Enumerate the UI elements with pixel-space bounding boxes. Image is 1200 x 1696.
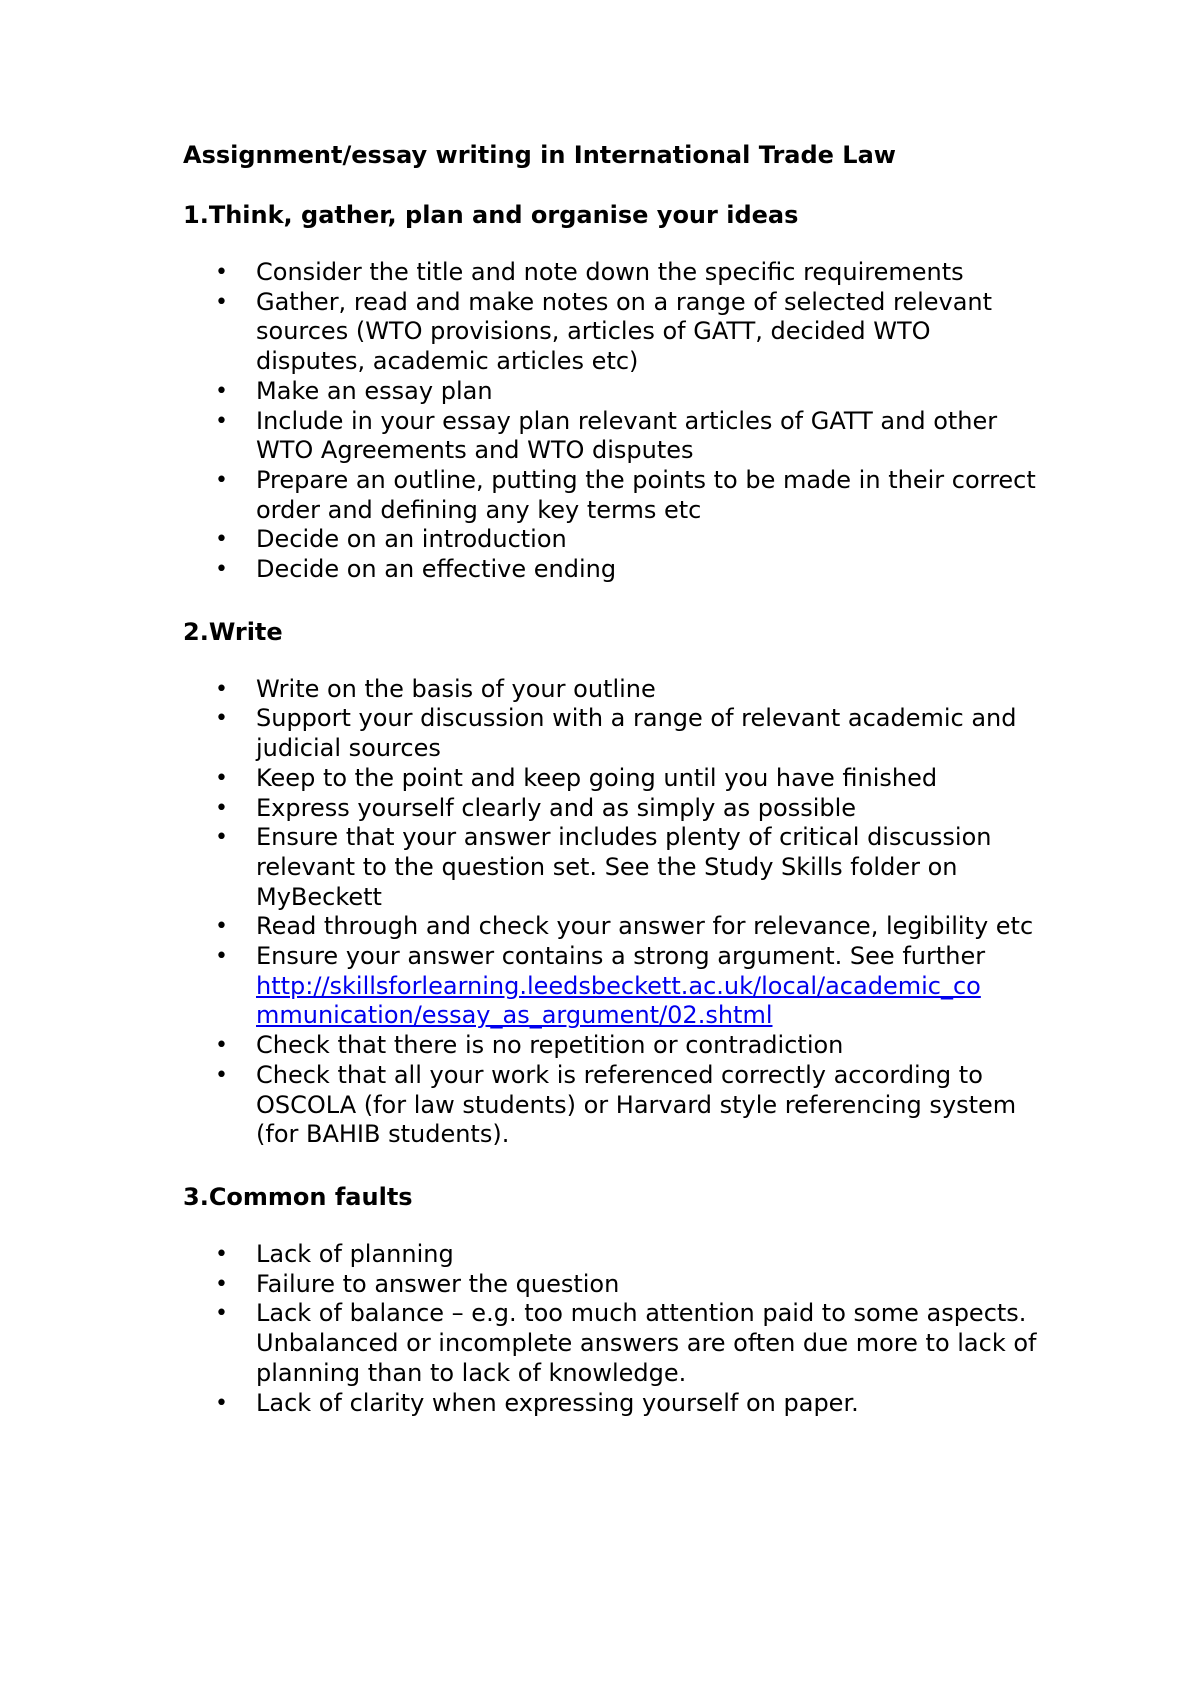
- section-heading-common-faults: 3.Common faults: [183, 1182, 413, 1211]
- bullet-icon: •: [215, 1062, 228, 1088]
- list-item-text: Ensure that your answer includes plenty of critical discussion relevant to the question set. See the Study Skills folder on MyBeckett: [256, 823, 992, 911]
- bullet-list-common-faults: [183, 1240, 1043, 1418]
- bullet-icon: •: [215, 1271, 228, 1297]
- bullet-icon: •: [215, 1301, 228, 1327]
- list-item: [183, 377, 1043, 407]
- bullet-icon: •: [215, 1033, 228, 1059]
- bullet-icon: •: [215, 765, 228, 791]
- bullet-list-write: [183, 675, 1043, 1150]
- list-item: [183, 466, 1043, 525]
- bullet-icon: •: [215, 914, 228, 940]
- list-item-text: Decide on an introduction: [256, 525, 567, 554]
- list-item: [183, 1270, 1043, 1300]
- bullet-icon: •: [215, 676, 228, 702]
- list-item-text: Prepare an outline, putting the points to be made in their correct order and defining any key terms etc: [256, 465, 1036, 524]
- list-item-text: Express yourself clearly and as simply as possible: [256, 793, 857, 822]
- list-item-text: Lack of balance – e.g. too much attention paid to some aspects. Unbalanced or incomplete answers are often due more to lack of planning than to lack of knowledge.: [256, 1299, 1037, 1387]
- bullet-icon: •: [215, 1390, 228, 1416]
- list-item-text: Ensure your answer contains a strong argument. See further: [256, 942, 986, 971]
- bullet-icon: •: [215, 795, 228, 821]
- list-item: [183, 555, 1043, 585]
- list-item-text: Decide on an effective ending: [256, 555, 617, 584]
- list-item: [183, 912, 1043, 942]
- bullet-icon: •: [215, 467, 228, 493]
- list-item-text: Failure to answer the question: [256, 1269, 620, 1298]
- bullet-icon: •: [215, 825, 228, 851]
- list-item: [183, 675, 1043, 705]
- list-item-text: Support your discussion with a range of relevant academic and judicial sources: [256, 704, 1017, 763]
- list-item: [183, 258, 1043, 288]
- list-item-text: Read through and check your answer for relevance, legibility etc: [256, 912, 1034, 941]
- bullet-icon: •: [215, 1241, 228, 1267]
- list-item: [183, 1299, 1043, 1388]
- list-item: [183, 1061, 1043, 1150]
- list-item: [183, 525, 1043, 555]
- list-item: [183, 288, 1043, 377]
- list-item-text: Make an essay plan: [256, 376, 493, 405]
- list-item: [183, 942, 1043, 1031]
- section-heading-think: 1.Think, gather, plan and organise your ideas: [183, 201, 799, 229]
- list-item: [183, 704, 1043, 763]
- bullet-icon: •: [215, 408, 228, 434]
- list-item: [183, 823, 1043, 912]
- list-item-text: Lack of planning: [256, 1239, 454, 1268]
- list-item-text: Consider the title and note down the specific requirements: [256, 258, 964, 286]
- list-item-text: Gather, read and make notes on a range of selected relevant sources (WTO provisions, articles of GATT, decided WTO disputes, academic articles etc): [256, 287, 993, 376]
- essay-argument-link[interactable]: [256, 972, 981, 1030]
- list-item-text: Write on the basis of your outline: [256, 674, 656, 703]
- link-text-line-1[interactable]: http://skillsforlearning.leedsbeckett.ac.uk/local/academic_co: [256, 971, 981, 1000]
- list-item-text: Check that there is no repetition or contradiction: [256, 1031, 844, 1060]
- bullet-icon: •: [215, 378, 228, 404]
- list-item: [183, 407, 1043, 466]
- list-item: [183, 1389, 1043, 1419]
- bullet-icon: •: [215, 527, 228, 553]
- list-item: [183, 764, 1043, 794]
- bullet-icon: •: [215, 706, 228, 732]
- link-text-line-2[interactable]: mmunication/essay_as_argument/02.shtml: [256, 1001, 773, 1030]
- bullet-icon: •: [215, 944, 228, 970]
- list-item-text: Lack of clarity when expressing yourself on paper.: [256, 1388, 859, 1417]
- bullet-icon: •: [215, 289, 228, 315]
- list-item: [183, 1240, 1043, 1270]
- bullet-icon: •: [215, 557, 228, 583]
- section-heading-write: 2.Write: [183, 617, 283, 646]
- list-item: [183, 1031, 1043, 1061]
- bullet-list-think: [183, 258, 1043, 585]
- list-item-text: Include in your essay plan relevant articles of GATT and other WTO Agreements and WTO disputes: [256, 406, 998, 465]
- bullet-icon: •: [215, 260, 228, 285]
- document-title: Assignment/essay writing in International Trade Law: [183, 141, 896, 169]
- list-item: [183, 794, 1043, 824]
- list-item-text: Keep to the point and keep going until you have finished: [256, 763, 938, 792]
- document-page: [183, 140, 1043, 1450]
- list-item-text: Check that all your work is referenced correctly according to OSCOLA (for law students) or Harvard style referencing system (for BAHIB students).: [256, 1060, 1017, 1149]
